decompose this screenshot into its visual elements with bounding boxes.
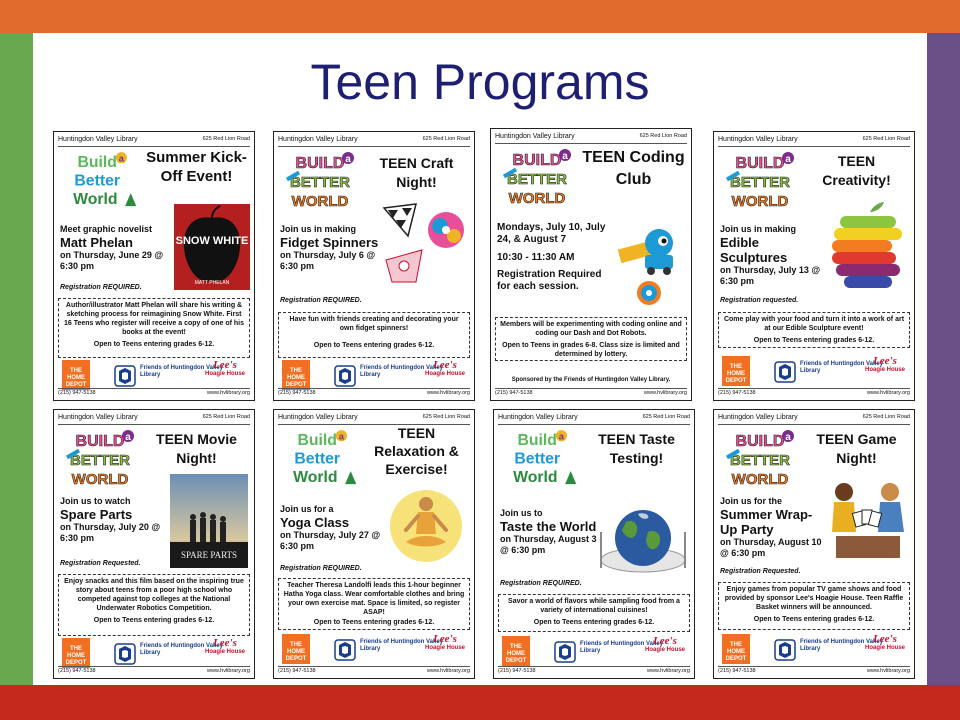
flyer-date: on Thursday, July 20 @ 6:30 pm — [60, 522, 161, 543]
flyer-event-name: Yoga Class — [280, 515, 350, 530]
flyer-open-to: Open to Teens entering grades 6-12. — [93, 341, 215, 348]
flyer-main-info — [280, 504, 388, 552]
build-a-better-world-logo — [720, 428, 800, 490]
build-a-better-world-logo — [720, 150, 800, 212]
flyer-main-info — [500, 508, 598, 556]
flyer-footer: (215) 947-5138 www.hvlibrary.org — [278, 666, 470, 677]
home-depot-logo: THE HOME DEPOT — [282, 360, 310, 390]
flyer-registration: Registration requested. — [720, 297, 799, 304]
flyer-details: Have fun with friends creating and decorating your own fidget spinners! — [289, 316, 459, 332]
build-a-better-world-logo — [280, 150, 360, 212]
home-depot-logo: THE HOME DEPOT — [502, 636, 530, 666]
flyer-open-to: Open to Teens entering grades 6-12. — [753, 616, 875, 623]
flyer-header: Huntingdon Valley Library 625 Red Lion Road — [495, 131, 687, 144]
flyer-event-name: Summer Wrap-Up Party — [720, 507, 813, 537]
flyer-details: Savor a world of flavors while sampling food from a variety of international cuisines! — [508, 598, 680, 614]
flyer-lead: Join us for the — [720, 496, 783, 506]
flyer-craft-night — [273, 131, 475, 401]
snow-white-book-image — [174, 204, 250, 290]
bottom-color-bar — [0, 685, 960, 720]
flyer-main-info — [497, 222, 611, 293]
lees-hoagie-logo: Lee's Hoagie House — [424, 633, 465, 651]
fidget-spinners-image — [376, 198, 470, 284]
flyer-details: Enjoy games from popular TV game shows and food provided by sponsor Lee's Hoagie House. Teen Raffle Basket winners will be announced. — [724, 586, 904, 611]
flyer-details: Come play with your food and turn it into a work of art at our Edible Sculpture event! — [723, 316, 905, 332]
flyer-registration-note: Registration Required for each session. — [497, 269, 602, 292]
lees-hoagie-logo: Lee's Hoagie House — [864, 355, 905, 373]
flyer-event-name: Fidget Spinners — [280, 235, 379, 250]
friends-icon — [334, 365, 356, 387]
fruit-apple-image — [826, 198, 910, 294]
left-color-bar — [0, 33, 33, 685]
flyer-registration: Registration REQUIRED. — [60, 284, 142, 291]
globe-plate-image — [596, 502, 690, 578]
flyer-summer-kickoff — [53, 131, 255, 401]
sponsor-logos — [498, 636, 690, 668]
friends-icon — [774, 639, 796, 661]
flyer-lead: Meet graphic novelist — [60, 224, 153, 234]
build-a-better-world-logo — [60, 150, 140, 212]
flyer-taste-testing — [493, 409, 695, 679]
flyer-title: TEEN Creativity! — [822, 153, 891, 188]
flyer-footer: (215) 947-5138 www.hvlibrary.org — [718, 666, 910, 677]
flyer-header: Huntingdon Valley Library 625 Red Lion Road — [718, 134, 910, 147]
flyer-date: on Thursday, July 27 @ 6:30 pm — [280, 530, 381, 551]
lees-hoagie-logo: Lee's Hoagie House — [204, 637, 245, 655]
sponsor-logos — [278, 634, 470, 666]
flyer-title: TEEN Movie Night! — [156, 431, 237, 466]
book-title-text: SNOW WHITE — [175, 235, 249, 247]
flyer-creativity — [713, 131, 915, 401]
home-depot-logo: THE HOME DEPOT — [722, 356, 750, 386]
flyer-details-box — [718, 582, 910, 630]
flyer-title: TEEN Game Night! — [816, 431, 897, 466]
flyer-event-name: Edible Sculptures — [720, 235, 788, 265]
flyer-main-info — [60, 496, 172, 544]
right-color-bar — [927, 33, 960, 685]
slide-title: Teen Programs — [310, 54, 650, 110]
flyer-registration: Registration REQUIRED. — [500, 580, 582, 587]
spare-parts-poster-image — [170, 474, 248, 568]
flyer-details: Members will be experimenting with coding online and coding our Dash and Dot Robots. — [500, 321, 682, 337]
flyer-header: Huntingdon Valley Library 625 Red Lion Road — [718, 412, 910, 425]
flyer-registration: Registration REQUIRED. — [280, 297, 362, 304]
flyer-details-box — [278, 578, 470, 630]
friends-icon — [114, 643, 136, 665]
flyer-lead: Join us to — [500, 508, 543, 518]
build-a-better-world-logo — [497, 147, 577, 209]
flyer-title: TEEN Coding Club — [582, 149, 685, 188]
flyer-open-to: Open to Teens entering grades 6-12. — [533, 619, 655, 626]
flyer-lead: Join us in making — [280, 224, 357, 234]
friends-icon — [334, 639, 356, 661]
home-depot-logo: THE HOME DEPOT — [62, 360, 90, 390]
flyer-footer: (215) 947-5138 www.hvlibrary.org — [278, 388, 470, 399]
sponsor-logos — [718, 356, 910, 388]
flyer-footer: (215) 947-5138 www.hvlibrary.org — [58, 666, 250, 677]
flyer-header: Huntingdon Valley Library 625 Red Lion Road — [498, 412, 690, 425]
book-author-text: MATT PHELAN — [194, 280, 230, 286]
flyer-title: TEEN Taste Testing! — [598, 431, 675, 466]
flyer-title: Summer Kick-Off Event! — [146, 149, 247, 185]
flyer-footer: (215) 947-5138 www.hvlibrary.org — [498, 666, 690, 677]
friends-logo: Friends of Huntingdon Valley Library — [774, 359, 884, 387]
flyer-sponsor: Sponsored by the Friends of Huntingdon Valley Library. — [511, 377, 671, 383]
top-color-bar — [0, 0, 960, 33]
friends-logo: Friends of Huntingdon Valley Library — [114, 363, 224, 391]
flyer-date: on Thursday, July 13 @ 6:30 pm — [720, 265, 821, 286]
flyer-main-info — [720, 496, 826, 559]
flyer-details: Author/illustrator Matt Phelan will share his writing & sketching process for reimagining Snow White. First 16 Teens who register will receive a copy of one of his books at the event! — [64, 302, 244, 336]
flyer-footer: (215) 947-5138 www.hvlibrary.org — [495, 388, 687, 399]
flyer-details-box — [495, 317, 687, 361]
lees-hoagie-logo: Lee's Hoagie House — [424, 359, 465, 377]
flyer-registration: Registration Requested. — [720, 568, 801, 575]
flyer-details-box — [58, 298, 250, 358]
build-a-better-world-logo — [60, 428, 140, 490]
library-address: 625 Red Lion Road — [202, 136, 250, 142]
friends-logo: Friends of Huntingdon Valley Library — [334, 363, 444, 391]
flyer-event-name: Taste the World — [500, 519, 597, 534]
flyer-header: Huntingdon Valley Library 625 Red Lion Road — [278, 412, 470, 425]
friends-icon — [554, 641, 576, 663]
flyer-registration: Registration Requested. — [60, 560, 141, 567]
home-depot-logo: THE HOME DEPOT — [282, 634, 310, 664]
flyer-open-to: Open to Teens in grades 6-8. Class size is limited and determined by lottery. — [502, 342, 680, 358]
flyer-time: 10:30 - 11:30 AM — [497, 252, 575, 263]
flyer-footer: (215) 947-5138 www.hvlibrary.org — [58, 388, 250, 399]
build-a-better-world-logo — [500, 428, 580, 490]
home-depot-logo: THE HOME DEPOT — [62, 638, 90, 668]
home-depot-logo: THE HOME DEPOT — [722, 634, 750, 664]
library-name: Huntingdon Valley Library — [58, 136, 138, 143]
flyer-details-box — [718, 312, 910, 348]
flyer-date: on Thursday, August 10 @ 6:30 pm — [720, 537, 822, 558]
friends-logo: Friends of Huntingdon Valley Library — [554, 639, 664, 667]
flyer-lead: Join us for a — [280, 504, 334, 514]
flyer-event-name: Spare Parts — [60, 507, 133, 522]
lees-hoagie-logo: Lee's Hoagie House — [644, 635, 685, 653]
friends-logo: Friends of Huntingdon Valley Library — [114, 641, 224, 669]
build-a-better-world-logo — [280, 428, 360, 490]
flyer-event-name: Matt Phelan — [60, 235, 133, 250]
dash-and-dot-robots-image — [609, 221, 689, 307]
flyer-date: on Thursday, July 6 @ 6:30 pm — [280, 250, 376, 271]
flyer-header: Huntingdon Valley Library 625 Red Lion Road — [278, 134, 470, 147]
poster-title-text: SPARE PARTS — [180, 550, 238, 560]
flyer-lead: Join us in making — [720, 224, 797, 234]
sponsor-logos — [718, 634, 910, 666]
flyer-footer: (215) 947-5138 www.hvlibrary.org — [718, 388, 910, 399]
flyer-details: Teacher Theresa Landolfi leads this 1-hour beginner Hatha Yoga class. Wear comfortable clothes and bring your own exercise mat. Space is limited, so register ASAP! — [283, 582, 465, 616]
lees-hoagie-logo: Lee's Hoagie House — [864, 633, 905, 651]
flyer-movie-night — [53, 409, 255, 679]
flyer-open-to: Open to Teens entering grades 6-12. — [313, 619, 435, 626]
flyer-details-box — [58, 574, 250, 636]
flyer-details: Enjoy snacks and this film based on the inspiring true story about teens from a poor high school who competed against top colleges at the National Underwater Robotics Competition. — [64, 578, 244, 612]
flyer-open-to: Open to Teens entering grades 6-12. — [93, 617, 215, 624]
flyer-details-box — [498, 594, 690, 632]
yoga-meditation-image — [386, 486, 466, 566]
card-players-image — [826, 472, 910, 564]
friends-logo: Friends of Huntingdon Valley Library — [334, 637, 444, 665]
flyer-yoga — [273, 409, 475, 679]
lees-hoagie-logo: Lee's Hoagie House — [204, 359, 245, 377]
flyer-open-to: Open to Teens entering grades 6-12. — [753, 337, 875, 344]
flyer-coding-club — [490, 128, 692, 401]
flyer-date: on Thursday, June 29 @ 6:30 pm — [60, 250, 164, 271]
flyer-registration: Registration REQUIRED. — [280, 565, 362, 572]
flyer-details-box — [278, 312, 470, 358]
flyer-game-night — [713, 409, 915, 679]
flyer-header — [58, 134, 250, 147]
flyer-lead: Join us to watch — [60, 496, 131, 506]
flyer-lead: Mondays, July 10, July 24, & August 7 — [497, 222, 606, 245]
flyer-title: TEEN Craft Night! — [379, 155, 454, 190]
friends-icon — [774, 361, 796, 383]
flyer-header: Huntingdon Valley Library 625 Red Lion Road — [58, 412, 250, 425]
flyer-main-info — [280, 224, 382, 272]
flyer-main-info — [60, 224, 174, 272]
flyer-main-info — [720, 224, 828, 287]
flyer-title: TEEN Relaxation & Exercise! — [374, 425, 459, 477]
flyer-open-to: Open to Teens entering grades 6-12. — [313, 342, 435, 349]
flyer-date: on Thursday, August 3 @ 6:30 pm — [500, 534, 597, 555]
friends-icon — [114, 365, 136, 387]
friends-logo: Friends of Huntingdon Valley Library — [774, 637, 884, 665]
